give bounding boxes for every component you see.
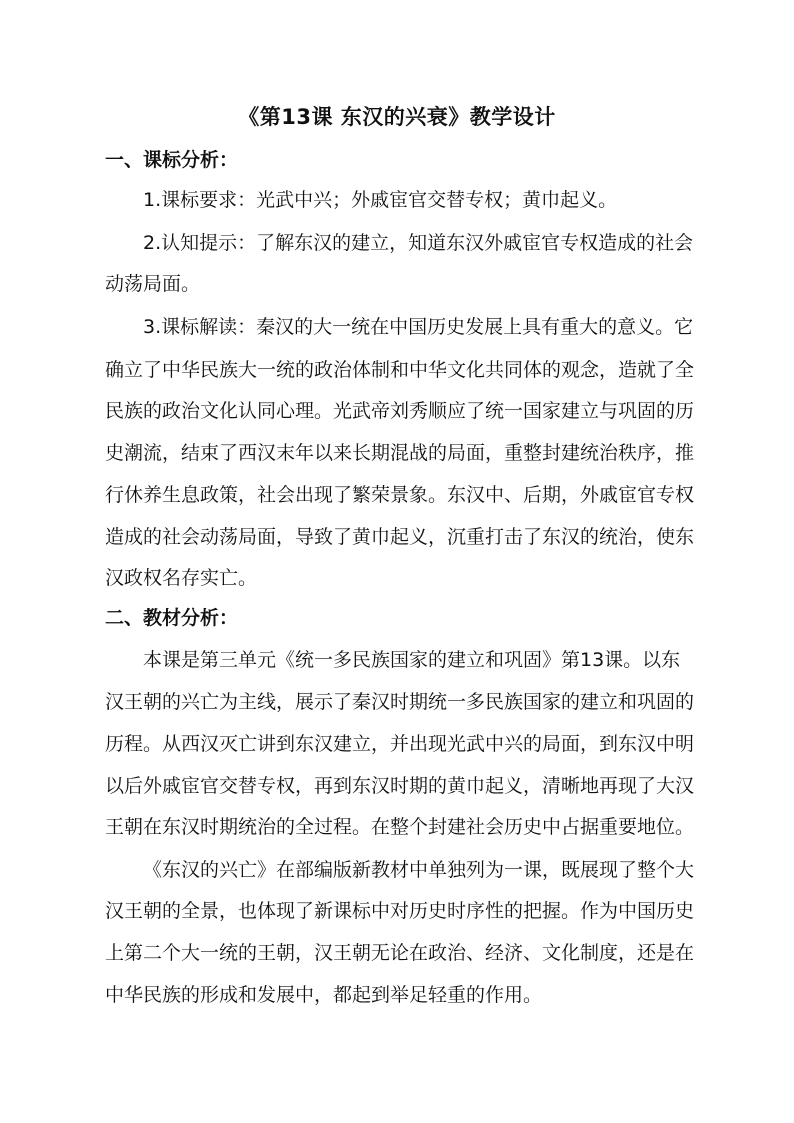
paragraph-line: 动荡局面。 <box>105 273 201 295</box>
paragraph-line: 上第二个大一统的王朝，汉王朝无论在政治、经济、文化制度，还是在 <box>105 942 695 964</box>
section-heading-textbook-analysis: 二、教材分析： <box>105 607 239 629</box>
paragraph-line: 汉政权名存实亡。 <box>105 567 258 589</box>
paragraph-line: 3.课标解读：秦汉的大一统在中国历史发展上具有重大的意义。它 <box>143 316 694 338</box>
document-title: 《第13课 东汉的兴衰》教学设计 <box>238 105 556 129</box>
section-heading-curriculum-analysis: 一、课标分析： <box>105 149 239 171</box>
paragraph-line: 史潮流，结束了西汉末年以来长期混战的局面，重整封建统治秩序，推 <box>105 442 695 464</box>
paragraph-line: 汉王朝的全景，也体现了新课标中对历史时序性的把握。作为中国历史 <box>105 900 695 922</box>
paragraph-line: 以后外戚宦官交替专权，再到东汉时期的黄巾起义，清晰地再现了大汉 <box>105 775 695 797</box>
paragraph-line: 汉王朝的兴亡为主线，展示了秦汉时期统一多民族国家的建立和巩固的 <box>105 691 695 713</box>
paragraph-line: 确立了中华民族大一统的政治体制和中华文化共同体的观念，造就了全 <box>105 359 695 381</box>
paragraph-line: 本课是第三单元《统一多民族国家的建立和巩固》第13课。以东 <box>143 649 681 671</box>
paragraph-line: 行休养生息政策，社会出现了繁荣景象。东汉中、后期，外戚宦官专权 <box>105 484 695 506</box>
paragraph-line: 历程。从西汉灭亡讲到东汉建立，并出现光武中兴的局面，到东汉中明 <box>105 733 695 755</box>
paragraph-line: 1.课标要求：光武中兴；外戚宦官交替专权；黄巾起义。 <box>143 189 618 211</box>
paragraph-line: 《东汉的兴亡》在部编版新教材中单独列为一课，既展现了整个大 <box>143 859 695 881</box>
paragraph-line: 王朝在东汉时期统治的全过程。在整个封建社会历史中占据重要地位。 <box>105 816 695 838</box>
paragraph-line: 2.认知提示：了解东汉的建立，知道东汉外戚宦官专权造成的社会 <box>143 232 694 254</box>
paragraph-line: 造成的社会动荡局面，导致了黄巾起义，沉重打击了东汉的统治，使东 <box>105 526 695 548</box>
paragraph-line: 民族的政治文化认同心理。光武帝刘秀顺应了统一国家建立与巩固的历 <box>105 400 695 422</box>
paragraph-line: 中华民族的形成和发展中，都起到举足轻重的作用。 <box>105 984 543 1006</box>
